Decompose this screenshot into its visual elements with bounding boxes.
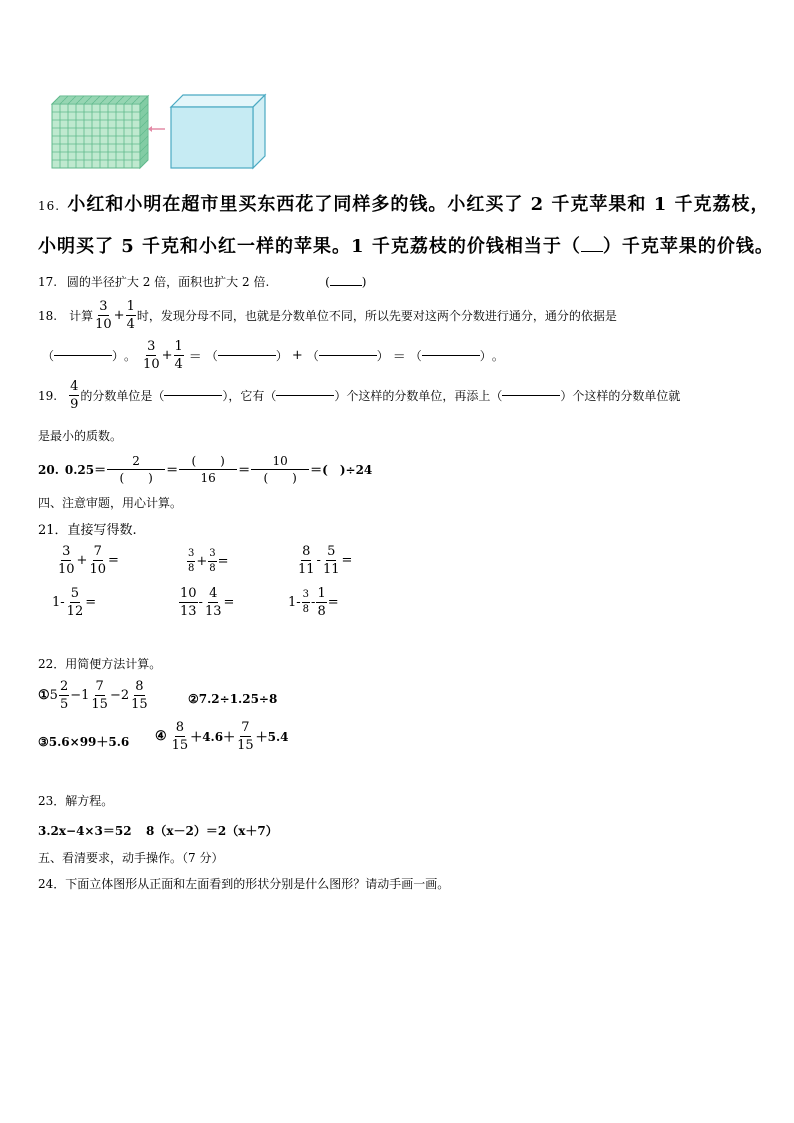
q20-fraction-2: $\frac{( )}{16}$ <box>179 455 237 484</box>
q18-line1 <box>38 300 617 331</box>
q18-blank-1[interactable] <box>218 355 276 356</box>
q16-text-b: ）千克苹果的价钱。 <box>602 236 774 257</box>
q18-line2: （ ） 。 $\frac{3}{10}$ + $\frac{1}{4}$ ＝ （ ） + （ ） ＝ （ ） 。 <box>42 339 504 372</box>
q18-fraction-3: $\frac{3}{10}$ <box>143 339 160 372</box>
q24-text: 24．下面立体图形从正面和左面看到的形状分别是什么图形？请动手画一画。 <box>38 877 450 891</box>
q23-equation-1: 3.2x−4×3＝52 <box>38 824 132 838</box>
q18-blank-basis[interactable] <box>54 355 112 356</box>
q19-number: 19. <box>38 388 58 403</box>
empty-box <box>171 95 265 168</box>
grid-cuboid <box>52 96 148 168</box>
section-5-heading: 五、看清要求，动手操作。（7 分） <box>38 851 224 865</box>
q19-blank-1[interactable] <box>164 395 222 396</box>
q21-item-c: $\frac{8}{11}$ - $\frac{5}{11}$ = <box>298 544 353 577</box>
q22-title: 22．用简便方法计算。 <box>38 657 162 671</box>
q23-title: 23．解方程。 <box>38 794 114 808</box>
q20-number: 20. <box>38 462 59 477</box>
q18-number: 18. <box>38 308 58 323</box>
q17-answer-blank[interactable] <box>330 285 362 286</box>
q19-fraction: $\frac{4}{9}$ <box>70 379 79 412</box>
q21-title: 21．直接写得数. <box>38 523 137 538</box>
q18-text: 时，发现分母不同，也就是分数单位不同，所以先要对这两个分数进行通分，通分的依据是 <box>136 309 617 323</box>
q16-answer-blank[interactable] <box>581 251 603 252</box>
q17-paren-close: ) <box>361 275 367 289</box>
q18-blank-2[interactable] <box>319 355 377 356</box>
q18-fraction-1: $\frac{3}{10}$ <box>95 299 112 332</box>
q22-problem-4: ④ $\frac{8}{15}$ ＋4.6＋ $\frac{7}{15}$ ＋5.4 <box>155 720 289 753</box>
q20-fraction-3: $\frac{10}{( )}$ <box>251 455 309 484</box>
q16-text-a: 小明买了 5 千克和小红一样的苹果。1 千克荔枝的价钱相当于（ <box>38 236 581 257</box>
q20-fraction-1: $\frac{2}{( )}$ <box>107 455 165 484</box>
q22-problem-3: ③5.6×99＋5.6 <box>38 735 130 749</box>
q18-plus: + <box>113 308 125 323</box>
q21-item-f: 1- $\frac{3}{8}$ - $\frac{1}{8}$ = <box>288 586 339 619</box>
q20: 20. 0.25＝ $\frac{2}{( )}$ ＝ $\frac{( )}{16}$ ＝ $\frac{10}{( )}$ ＝( )÷24 <box>38 454 373 485</box>
q22-problem-2: ②7.2÷1.25÷8 <box>188 692 278 706</box>
q16-line2 <box>38 232 774 258</box>
q18-fraction-4: $\frac{1}{4}$ <box>174 339 183 372</box>
q16-number: 16. <box>38 199 61 213</box>
q17-text: 圆的半径扩大 2 倍，面积也扩大 2 倍. <box>66 275 270 289</box>
q17 <box>38 273 366 290</box>
q16-line1 <box>38 190 770 216</box>
q19-blank-3[interactable] <box>502 395 560 396</box>
q17-number: 17. <box>38 275 58 289</box>
q18-blank-3[interactable] <box>422 355 480 356</box>
cube-figure <box>48 92 273 172</box>
q19-line2: 是最小的质数。 <box>38 429 123 443</box>
q16-text-line1: 小红和小明在超市里买东西花了同样多的钱。小红买了 2 千克苹果和 1 千克荔枝， <box>67 194 770 215</box>
q18-calc-label: 计算 <box>69 309 94 323</box>
q23-equation-2: 8（x－2）＝2（x＋7） <box>146 824 278 838</box>
q17-paren-open: ( <box>325 275 330 289</box>
q21-item-a: $\frac{3}{10}$ + $\frac{7}{10}$ = <box>58 544 119 577</box>
arrow-icon <box>148 126 165 132</box>
q19-blank-2[interactable] <box>276 395 334 396</box>
q21-item-e: $\frac{10}{13}$ - $\frac{4}{13}$ = <box>180 586 235 619</box>
q18-fraction-2: $\frac{1}{4}$ <box>126 299 135 332</box>
q22-problem-1: ① 5 $\frac{2}{5}$ − 1 $\frac{7}{15}$ − 2 $\frac{8}{15}$ <box>38 679 148 712</box>
q19-line1: 19. $\frac{4}{9}$ 的分数单位是（ ），它有（ ）个这样的分数单位，再添上（ ）个这样的分数单位就 <box>38 379 681 412</box>
q21-item-b: $\frac{3}{8}$ + $\frac{3}{8}$ = <box>188 548 229 574</box>
q21-item-d: 1- $\frac{5}{12}$ = <box>52 586 97 619</box>
section-4-heading: 四、注意审题，用心计算。 <box>38 496 183 510</box>
